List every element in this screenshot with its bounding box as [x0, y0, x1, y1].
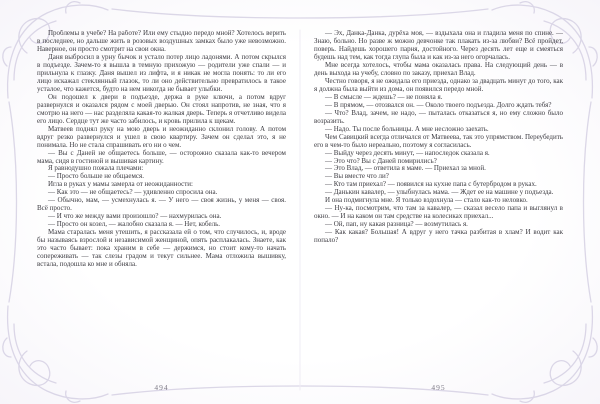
page-spread	[37, 30, 563, 392]
paragraph: Мама старалась меня утешить, я рассказала ей о том, что случилось, и, вроде бы называясь взрослой и независимой женщиной, опять расплакалась. Знаете, как это часто бывает: пока храним в себе — держимся, но стоит кому-то начать сопереживать — так слезы градом и текут сильнее. Мама отложила вышивку, встала, подошла ко мне и обняла.	[37, 228, 286, 269]
paragraph: Чем Савицкий всегда отличался от Матвеева, так это упрямством. Переубедить его в чем-то было нереально, поэтому я согласилась.	[314, 132, 563, 149]
paragraph: — Выйду через десять минут, — напоследок сказала я.	[325, 148, 490, 157]
paragraph: — Как это — не общаетесь? — удивленно спросила она.	[48, 188, 218, 197]
paragraph: — И что же между вами произошло? — нахмурилась она.	[48, 212, 222, 221]
page-left-number: 494	[154, 383, 169, 392]
paragraph: Он подошел к двери в подъезде, держа в руке ключи, а потом вдруг развернулся и оказался рядом с моей дверью. Он стоял напротив, не зная, что я смотрю на него — нас разделяла какая-то жалкая дверь. Теперь я отчетливо видела его лицо. Сердце тут же часто забилось, и кровь прилила к щекам.	[37, 92, 286, 125]
paragraph: — Кто там приехал? — появился на кухне папа с бутербродом в руках.	[325, 180, 537, 189]
paragraph: — Просто больше не общаемся.	[48, 172, 144, 181]
paragraph: — Обычно, мам, — усмехнулась я. — У него — своя жизнь, у меня — своя. Всё просто.	[37, 196, 286, 213]
paragraph: Игла в руках у мамы замерла от неожиданности:	[48, 180, 193, 189]
page-right-number: 495	[431, 383, 446, 392]
page-left-text	[37, 30, 286, 378]
paragraph: Я равнодушно пожала плечами:	[48, 164, 144, 173]
paragraph: — Что? Влад, зачем, не надо, — пыталась отказаться я, но ему сложно было возразить.	[314, 108, 563, 125]
paragraph: И она подмигнула мне. Я только вздохнула — стало как-то неловко.	[325, 196, 528, 205]
paragraph: — Вы вместе что ли?	[325, 172, 389, 181]
page-left[interactable]	[37, 30, 286, 392]
paragraph: — Вы с Даней не общаетесь больше, — осторожно сказала как-то вечером мама, сидя в гостиной и вышивая картину.	[37, 148, 286, 165]
page-right[interactable]	[314, 30, 563, 392]
paragraph: — Просто он козел, — жалобно сказала я. — Нет, кобель.	[48, 220, 221, 229]
paragraph: — Эх, Данка-Данка, дурёха моя, — вздыхала она и гладила меня по спине. — Знаю, больно. Но разве ж можно девчонке так плакать из-за любви? Всё пройдет, поверь. Найдешь хорошего парня, достойного. Через десять лет еще и смеяться будешь над тем, как тогда глупа была и как из-за него огорчалась.	[314, 30, 563, 61]
paragraph: — В смысле — ждешь? — не поняла я.	[325, 92, 443, 101]
paragraph: Даня выбросил в урну бычок и устало потер лицо ладонями. А потом скрылся в подъезде. Зачем-то я вышла в темную прихожую — родители уже спали — и прильнула к глазку. Даня вышел из лифта, и я никак не могла понять: то ли его лицо искажал стеклянный глазок, то ли оно действительно превратилось в такое усталое, что кажется, будто на нем никогда не бывает улыбки.	[37, 52, 286, 93]
paragraph: Мне всегда хотелось, чтобы мама оказалась права. На следующий день — в день выхода на учебу, словно по заказу, приехал Влад.	[314, 60, 563, 77]
paragraph: — Надо. Ты после больницы. А мне несложно заехать.	[325, 124, 489, 133]
paragraph: — Как какая? Большая! А вдруг у него тачка разбитая в хлам? И водит как попало?	[314, 228, 563, 245]
paragraph: — В прямом, — отозвался он. — Около твоего подъезда. Долго ждать тебя?	[325, 100, 552, 109]
paragraph: — Ну-ка, посмотрим, что там за кавалер, — сказал весело папа и выглянул в окно. — И на каком он там средстве на колесиках приехал...	[314, 204, 563, 221]
paragraph: Матвеев поднял руку на мою дверь и неожиданно склонил голову. А потом вдруг резко развернулся и ушел в свою квартиру. Зачем он сделал это, я не понимала. Но не стала спрашивать его ни о чем.	[37, 124, 286, 149]
paragraph: Честно говоря, я не ожидала его приезда, однако за двадцать минут до того, как я должна была выйти из дома, он появился передо мной.	[314, 76, 563, 93]
paragraph: — Это что? Вы с Даней помирились?	[325, 156, 437, 165]
paragraph: — Данькин кавалер, — улыбнулась мама. — Ждет ее на машине у подъезда.	[325, 188, 554, 197]
paragraph: — Ой, пап, ну какая разница? — возмутилась я.	[325, 220, 468, 229]
paragraph: Проблемы в учебе? На работе? Или ему стыдно передо мной? Хотелось верить в последнее, но дальше жить в розовых воздушных замках было уже невозможно. Наверное, он просто смотрит на свои окна.	[37, 30, 286, 53]
paragraph: — Это Влад, — ответила я маме. — Приехал за мной.	[325, 164, 486, 173]
page-right-text	[314, 30, 563, 378]
